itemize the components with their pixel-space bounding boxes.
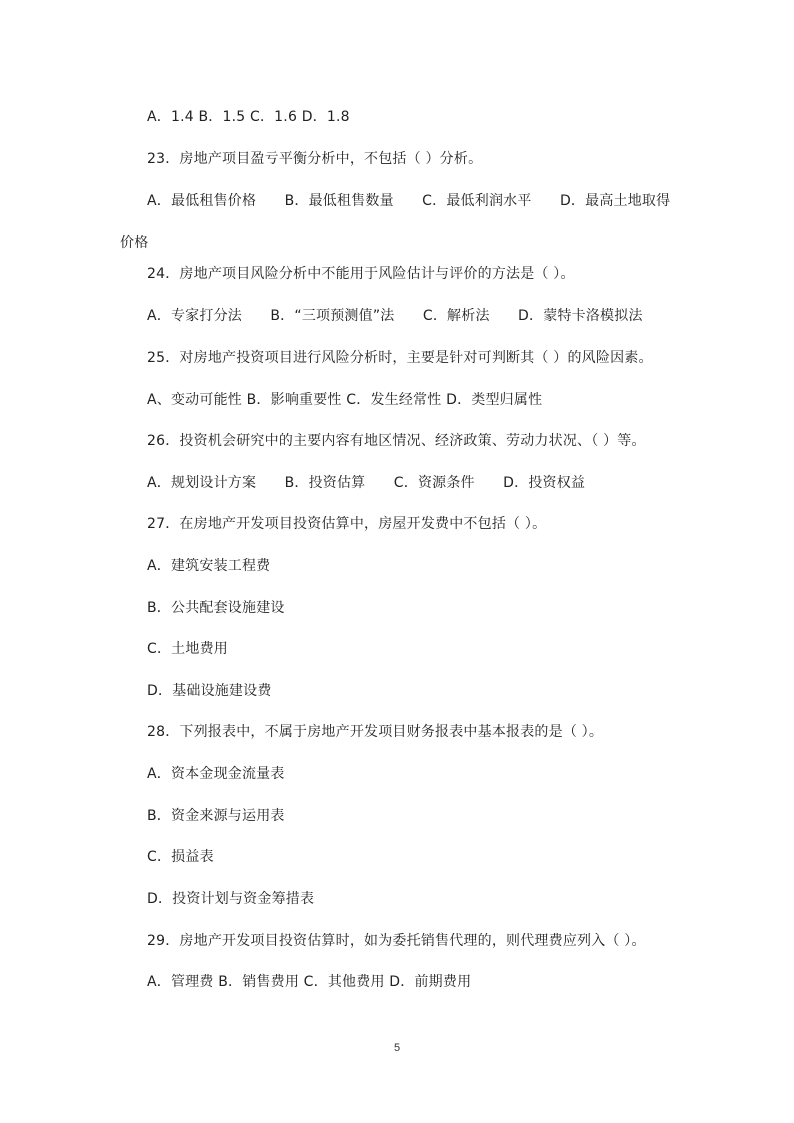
answer-options-29: A．管理费 B．销售费用 C．其他费用 D．前期费用: [147, 974, 472, 990]
answer-options-23: A．最低租售价格 B．最低租售数量 C．最低利润水平 D．最高土地取得: [147, 193, 671, 209]
answer-option-27-b: B．公共配套设施建设: [147, 600, 285, 616]
question-24: 24．房地产项目风险分析中不能用于风险估计与评价的方法是（ ）。: [147, 266, 575, 282]
answer-options-22: A．1.4 B．1.5 C．1.6 D．1.8: [147, 109, 350, 125]
answer-options-23-continued: 价格: [120, 235, 149, 251]
question-25: 25．对房地产投资项目进行风险分析时，主要是针对可判断其（ ）的风险因素。: [147, 350, 653, 366]
answer-option-28-a: A．资本金现金流量表: [147, 766, 285, 782]
question-29: 29．房地产开发项目投资估算时，如为委托销售代理的，则代理费应列入（ ）。: [147, 933, 646, 949]
answer-option-27-d: D．基础设施建设费: [147, 683, 272, 699]
question-26: 26．投资机会研究中的主要内容有地区情况、经济政策、劳动力状况、（ ）等。: [147, 433, 646, 449]
question-28: 28．下列报表中，不属于房地产开发项目财务报表中基本报表的是（ ）。: [147, 724, 604, 740]
answer-option-27-c: C．土地费用: [147, 641, 228, 657]
answer-options-26: A．规划设计方案 B．投资估算 C．资源条件 D．投资权益: [147, 475, 586, 491]
answer-option-28-c: C．损益表: [147, 849, 214, 865]
question-23: 23．房地产项目盈亏平衡分析中，不包括（ ）分析。: [147, 151, 483, 167]
answer-options-25: A、变动可能性 B．影响重要性 C．发生经常性 D．类型归属性: [147, 392, 543, 408]
answer-option-28-b: B．资金来源与运用表: [147, 808, 285, 824]
page-number: 5: [393, 1042, 401, 1054]
question-27: 27．在房地产开发项目投资估算中，房屋开发费中不包括（ ）。: [147, 516, 547, 532]
answer-option-28-d: D．投资计划与资金筹措表: [147, 891, 315, 907]
answer-option-27-a: A．建筑安装工程费: [147, 558, 271, 574]
answer-options-24: A．专家打分法 B．“三项预测值”法 C．解析法 D．蒙特卡洛模拟法: [147, 308, 643, 324]
